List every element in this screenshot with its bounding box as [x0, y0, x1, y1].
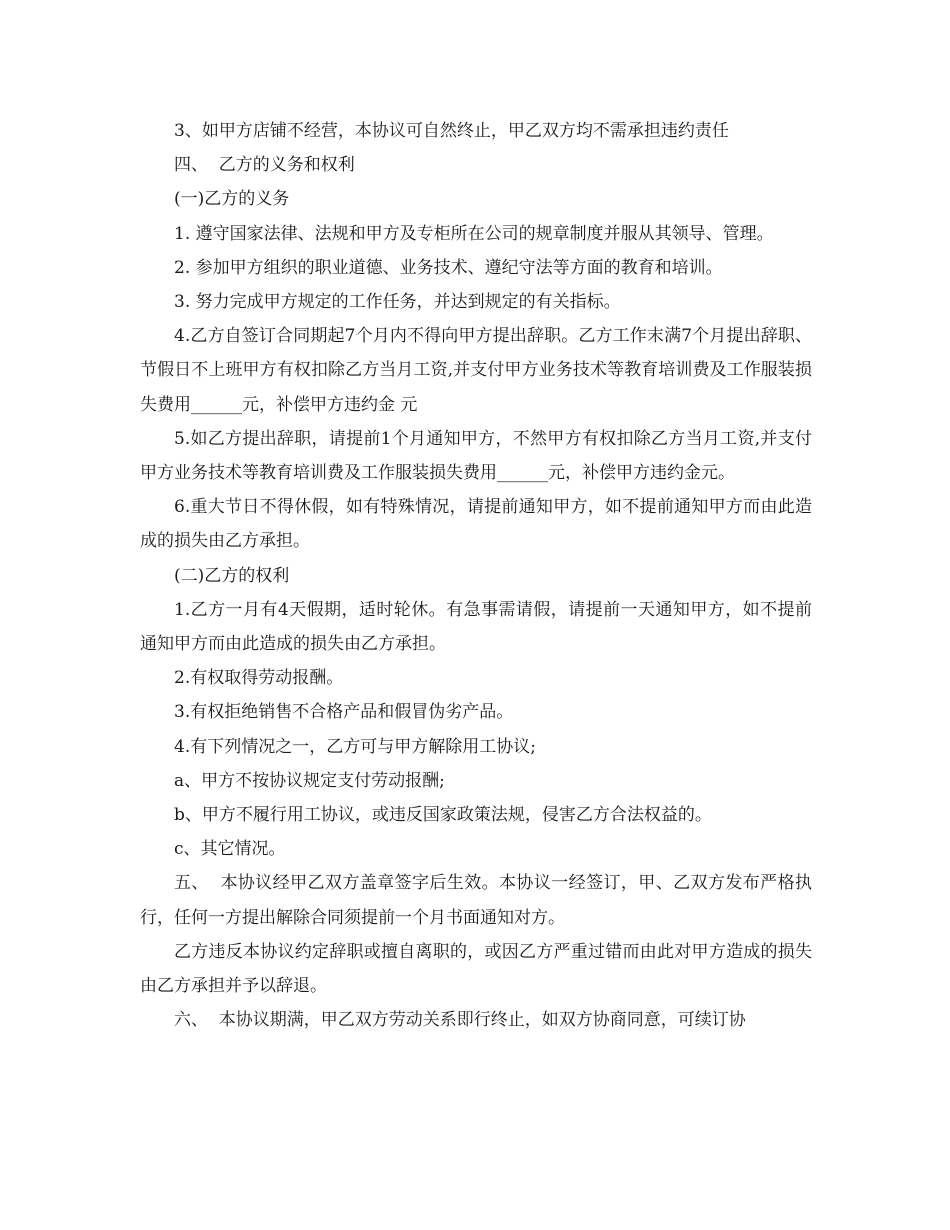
paragraph-right-4a: a、甲方不按协议规定支付劳动报酬;: [174, 770, 445, 791]
paragraph-obligation-5: 5.如乙方提出辞职，请提前1个月通知甲方，不然甲方有权扣除乙方当月工资,并支付甲方业务技术等教育培训费及工作服装损失费用______元，补偿甲方违约金元。: [140, 428, 812, 484]
paragraph-obligation-2: 2. 参加甲方组织的职业道德、业务技术、遵纪守法等方面的教育和培训。: [174, 257, 723, 278]
paragraph-breach: 乙方违反本协议约定辞职或擅自离职的，或因乙方严重过错而由此对甲方造成的损失由乙方承担并予以辞退。: [140, 941, 812, 997]
section-5: 五、 本协议经甲乙双方盖章签字后生效。本协议一经签订，甲、乙双方发布严格执行，任何一方提出解除合同须提前一个月书面通知对方。: [140, 873, 812, 928]
paragraph-right-4c: c、其它情况。: [174, 839, 286, 860]
section-heading-4: 四、 乙方的义务和权利: [174, 155, 355, 176]
paragraph-right-4: 4.有下列情况之一，乙方可与甲方解除用工协议;: [174, 736, 536, 757]
paragraph-obligation-1: 1. 遵守国家法律、法规和甲方及专柜所在公司的规章制度并服从其领导、管理。: [174, 223, 774, 244]
paragraph-right-4b: b、甲方不履行用工协议，或违反国家政策法规，侵害乙方合法权益的。: [174, 805, 712, 826]
paragraph-right-3: 3.有权拒绝销售不合格产品和假冒伪劣产品。: [174, 702, 514, 723]
paragraph-obligation-3: 3. 努力完成甲方规定的工作任务，并达到规定的有关指标。: [174, 292, 621, 313]
paragraph-1: 3、如甲方店铺不经营，本协议可自然终止，甲乙双方均不需承担违约责任: [174, 121, 729, 141]
subsection-heading-obligations: (一)乙方的义务: [174, 189, 290, 210]
subsection-heading-rights: (二)乙方的权利: [174, 565, 290, 586]
section-6: 六、 本协议期满，甲乙双方劳动关系即行终止，如双方协商同意，可续订协: [174, 1010, 746, 1031]
paragraph-right-2: 2.有权取得劳动报酬。: [174, 668, 344, 689]
document-body: [140, 114, 812, 1037]
paragraph-obligation-4: 4.乙方自签订合同期起7个月内不得向甲方提出辞职。乙方工作末满7个月提出辞职、节假日不上班甲方有权扣除乙方当月工资,并支付甲方业务技术等教育培训费及工作服装损失费用______元，补偿甲方违约金 元: [140, 326, 812, 415]
paragraph-obligation-6: 6.重大节日不得休假，如有特殊情况，请提前通知甲方，如不提前通知甲方而由此造成的损失由乙方承担。: [140, 497, 812, 552]
paragraph-right-1: 1.乙方一月有4天假期，适时轮休。有急事需请假，请提前一天通知甲方，如不提前通知甲方而由此造成的损失由乙方承担。: [140, 599, 812, 655]
